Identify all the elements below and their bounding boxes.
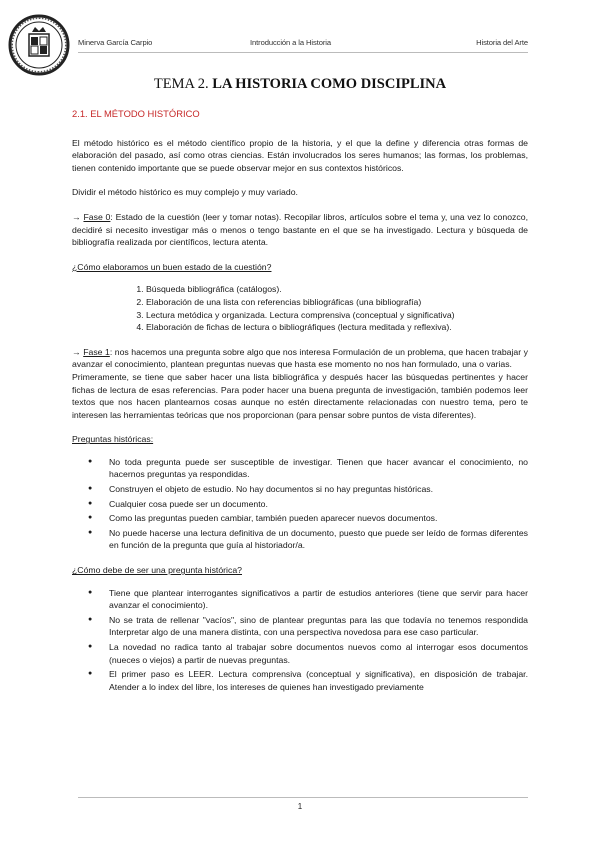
phase0-text: (leer y tomar notas). Recopilar libros, artículos sobre el tema y, una vez lo conozco, decidiré si necesito investigar más o menos o tengo bastante en el que se ha investigado. Lectura y búsqueda de bibliografía realizada por científicos, lectura atenta. (72, 211, 528, 248)
list-item: ● No toda pregunta puede ser susceptible de investigar. Tienen que hacer avancar el conocimiento, no hacernos preguntas ya respondidas. (72, 456, 528, 481)
state-question-heading: ¿Cómo elaboramos un buen estado de la cuestión? (72, 261, 272, 272)
phase0-title: : Estado de la cuestión (110, 211, 200, 222)
how-question-list (72, 587, 528, 694)
page-number: 1 (297, 802, 303, 811)
list-item: 2. Elaboración de una lista con referencias bibliográficas (una bibliografía) (146, 296, 528, 309)
document-body (72, 108, 528, 705)
list-item: ● No se trata de rellenar "vacíos", sino de plantear preguntas para las que todavía no tenemos respondida Interpretar algo de una manera distinta, con una perspectiva novedosa para ese caso particular. (72, 614, 528, 639)
historical-questions-heading: Preguntas históricas: (72, 434, 154, 445)
list-item: 3. Lectura metódica y organizada. Lectura comprensiva (conceptual y significativa) (146, 309, 528, 322)
how-question-heading: ¿Cómo debe de ser una pregunta histórica? (72, 565, 242, 576)
phase0-paragraph (72, 211, 528, 249)
phase0-label: Fase 0 (83, 211, 111, 222)
header-subject: Historia del Arte (476, 38, 528, 47)
phase1-text: : nos hacemos una pregunta sobre algo que nos interesa Formulación de un problema, que hacen trabajar y avanzar el conocimiento, plantean preguntas nuevas que hasta ese momento no nos han formulado, una o varias. (72, 346, 528, 370)
header-author: Minerva García Carpio (78, 38, 153, 47)
title-prefix: TEMA 2. (153, 76, 209, 92)
list-item: ● Como las preguntas pueden cambiar, también pueden aparecer nuevos documentos. (72, 512, 528, 525)
list-item: ● Tiene que plantear interrogantes significativos a partir de estudios anteriores (tiene que servir para hacer avanzar el conocimiento). (72, 587, 528, 612)
university-seal-logo (8, 8, 70, 82)
first-paragraph: Primeramente, se tiene que saber hacer una lista bibliográfica y después hacer las búsquedas pertinentes y hacer fichas de lectura de esas referencias. Para poder hacer una buena pregunta de investigación, también podemos leer textos que nos hacen plantearnos cosas aunque no estén directamente relacionadas con nuestro tema, pero te interesen las herramientas teóricas que nos proporcionan (para pensar sobre puntos de vista diferentes). (72, 371, 528, 420)
section-heading: 2.1. EL MÉTODO HISTÓRICO (72, 108, 200, 119)
header-divider (78, 52, 528, 53)
state-steps-list (72, 283, 528, 333)
list-item: 1. Búsqueda bibliográfica (catálogos). (146, 283, 528, 296)
list-item: ● La novedad no radica tanto al trabajar sobre documentos nuevos como al interrogar esos documentos (nueces o viejos) a partir de nuevas preguntas. (72, 641, 528, 666)
list-item: ● No puede hacerse una lectura definitiva de un documento, puesto que puede ser leído de formas diferentes en función de la pregunta que guía al historiador/a. (72, 527, 528, 552)
intro-paragraph: El método histórico es el método científico propio de la historia, y el que la define y diferencia otras formas de elaboración del pasado, así como otras ciencias. Están involucrados los seres humanos; las formas, los problemas, tienen contenido importante que se puede observar mejor en sus contextos históricos. (72, 137, 528, 173)
list-item: 4. Elaboración de fichas de lectura o bibliográfiques (lectura meditada y reflexiva). (146, 321, 528, 334)
historical-questions-list (72, 456, 528, 552)
phase1-label: Fase 1 (83, 346, 110, 357)
phase1-paragraph (72, 346, 528, 371)
arrow-icon: → (72, 346, 81, 357)
arrow-icon: → (72, 211, 81, 222)
list-item: ● Cualquier cosa puede ser un documento. (72, 498, 528, 511)
list-item: ● El primer paso es LEER. Lectura comprensiva (conceptual y significativa), en disposición de trabajar. Atender a lo index del libre, los intereses de quienes han investigado previamente (72, 668, 528, 693)
header-course: Introducción a la Historia (250, 38, 331, 47)
title-main: LA HISTORIA COMO DISCIPLINA (212, 76, 447, 92)
list-item: ● Construyen el objeto de estudio. No hay documentos si no hay preguntas históricas. (72, 483, 528, 496)
footer-divider (78, 797, 528, 798)
page-title (0, 76, 600, 93)
complexity-paragraph: Dividir el método histórico es muy complejo y muy variado. (72, 187, 298, 198)
